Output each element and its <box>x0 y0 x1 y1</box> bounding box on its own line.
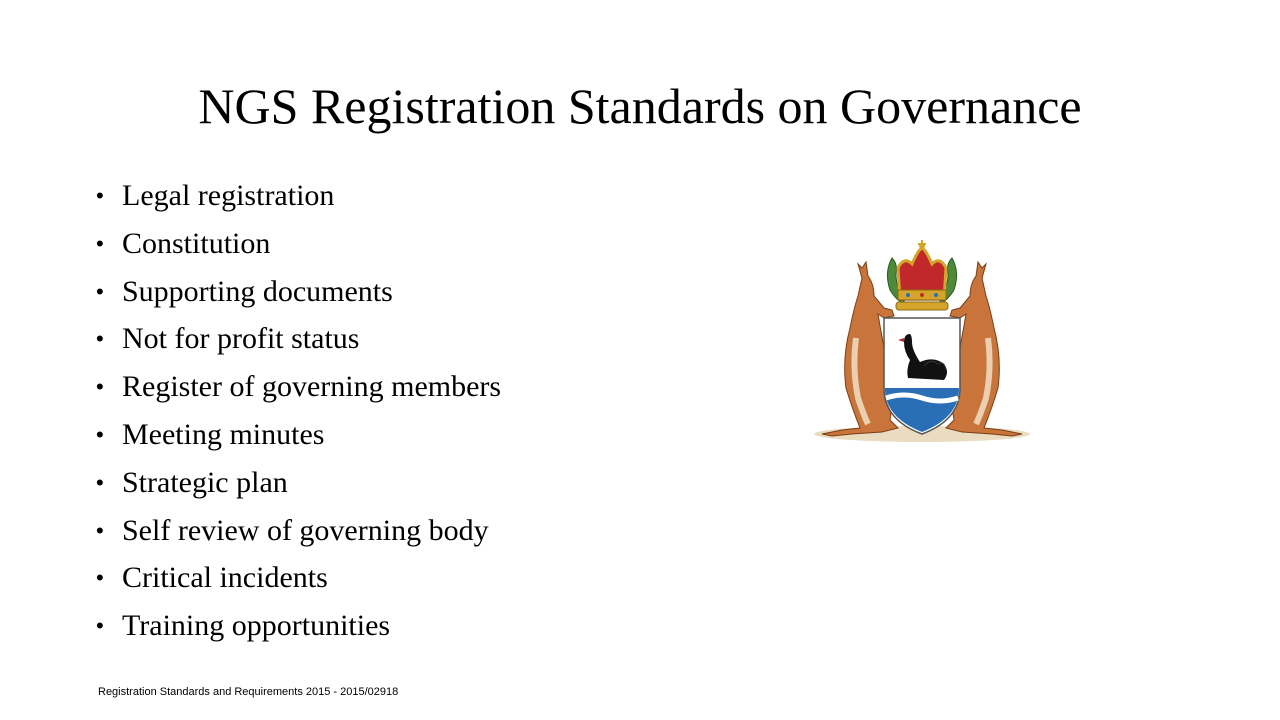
list-item <box>96 268 501 316</box>
list-item <box>96 172 501 220</box>
bullet-icon: • <box>96 469 104 495</box>
bullet-text: Meeting minutes <box>122 417 325 451</box>
footer-reference: Registration Standards and Requirements 2015 - 2015/02918 <box>98 686 399 698</box>
slide-title: NGS Registration Standards on Governance <box>198 78 1082 134</box>
bullet-icon: • <box>96 565 104 591</box>
shield-icon <box>884 318 960 434</box>
bullet-text: Register of governing members <box>122 370 502 404</box>
list-item <box>96 554 501 602</box>
bullet-text: Supporting documents <box>122 274 393 308</box>
bullet-icon: • <box>96 613 104 639</box>
bullet-icon: • <box>96 421 104 447</box>
list-item <box>96 602 501 650</box>
bullet-text: Legal registration <box>122 179 335 212</box>
list-item <box>96 363 501 411</box>
bullet-icon: • <box>96 326 104 352</box>
bullet-text: Training opportunities <box>122 609 391 643</box>
bullet-icon: • <box>96 230 104 256</box>
bullet-text: Not for profit status <box>122 322 360 356</box>
bullet-icon: • <box>96 183 104 208</box>
bullet-icon: • <box>96 517 104 543</box>
list-item <box>96 220 501 268</box>
bullet-list <box>96 172 501 650</box>
bullet-text: Critical incidents <box>122 561 328 595</box>
crown-icon <box>898 240 946 300</box>
list-item <box>96 459 501 507</box>
list-item <box>96 507 501 555</box>
bullet-icon: • <box>96 374 104 400</box>
bullet-text: Strategic plan <box>122 465 288 499</box>
bullet-text: Constitution <box>122 226 271 260</box>
bullet-icon: • <box>96 278 104 304</box>
list-item <box>96 411 501 459</box>
bullet-text: Self review of governing body <box>122 513 489 547</box>
coat-of-arms-icon <box>812 238 1032 450</box>
list-item <box>96 315 501 363</box>
